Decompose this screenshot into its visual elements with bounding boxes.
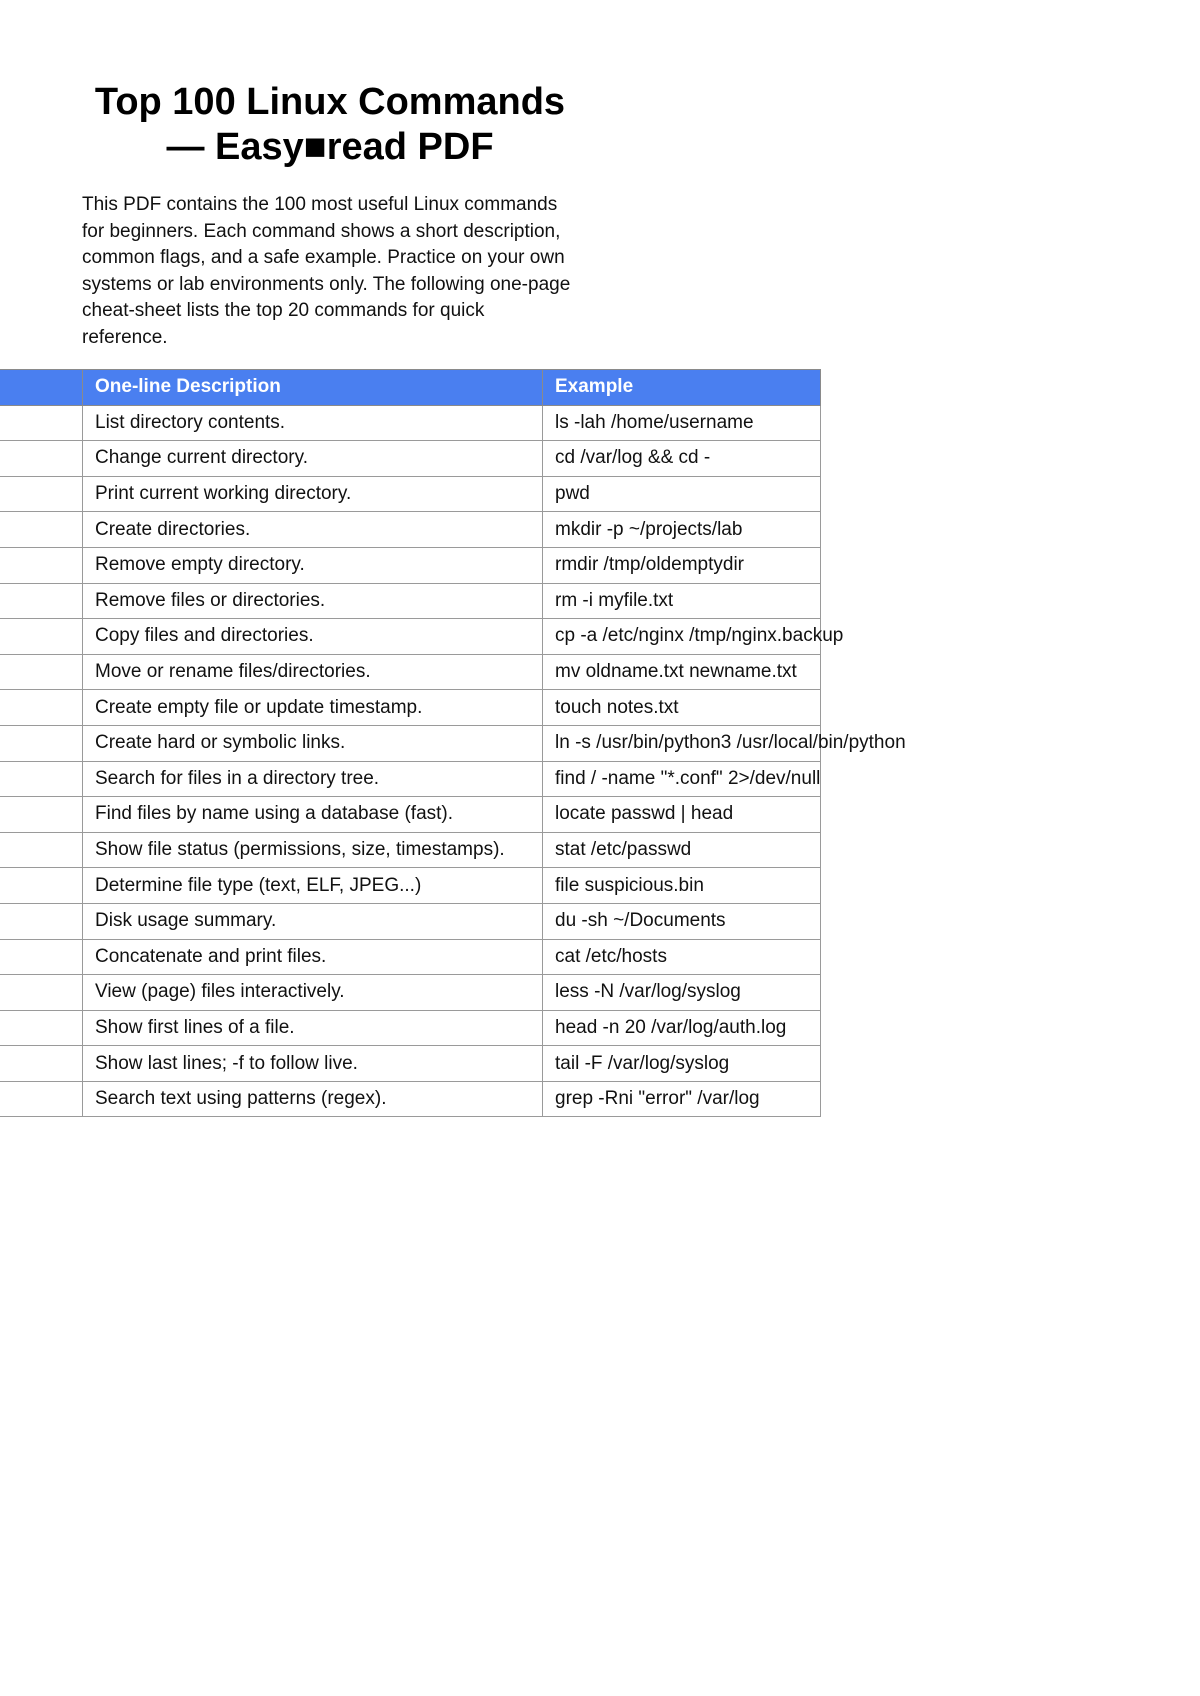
example-cell: find / -name "*.conf" 2>/dev/null	[543, 761, 821, 797]
table-row	[0, 1046, 821, 1082]
example-cell: pwd	[543, 476, 821, 512]
command-cell	[0, 725, 83, 761]
example-cell: less -N /var/log/syslog	[543, 975, 821, 1011]
example-cell: rmdir /tmp/oldemptydir	[543, 547, 821, 583]
description-cell: Show file status (permissions, size, timestamps).	[83, 832, 543, 868]
description-cell: Determine file type (text, ELF, JPEG...)	[83, 868, 543, 904]
command-cell	[0, 1081, 83, 1117]
description-cell: Create hard or symbolic links.	[83, 725, 543, 761]
command-cell	[0, 476, 83, 512]
command-cell	[0, 405, 83, 441]
column-header-example: Example	[543, 370, 821, 406]
table-row	[0, 512, 821, 548]
command-cell	[0, 975, 83, 1011]
example-cell: rm -i myfile.txt	[543, 583, 821, 619]
table-header-row	[0, 370, 821, 406]
command-cell	[0, 441, 83, 477]
description-cell: Move or rename files/directories.	[83, 654, 543, 690]
table-row	[0, 619, 821, 655]
table-row	[0, 476, 821, 512]
table-row	[0, 868, 821, 904]
description-cell: Show last lines; -f to follow live.	[83, 1046, 543, 1082]
example-cell: grep -Rni "error" /var/log	[543, 1081, 821, 1117]
command-cell	[0, 903, 83, 939]
command-cell	[0, 832, 83, 868]
example-cell: cp -a /etc/nginx /tmp/nginx.backup	[543, 619, 821, 655]
example-cell: file suspicious.bin	[543, 868, 821, 904]
example-cell: ln -s /usr/bin/python3 /usr/local/bin/python	[543, 725, 821, 761]
command-cell	[0, 1010, 83, 1046]
title-line-2: — Easy■read PDF	[166, 126, 494, 168]
command-cell	[0, 761, 83, 797]
description-cell: List directory contents.	[83, 405, 543, 441]
command-cell	[0, 583, 83, 619]
example-cell: locate passwd | head	[543, 797, 821, 833]
description-cell: Create empty file or update timestamp.	[83, 690, 543, 726]
table-row	[0, 441, 821, 477]
table-row	[0, 903, 821, 939]
example-cell: head -n 20 /var/log/auth.log	[543, 1010, 821, 1046]
example-cell: du -sh ~/Documents	[543, 903, 821, 939]
table-row	[0, 939, 821, 975]
description-cell: Concatenate and print files.	[83, 939, 543, 975]
example-cell: ls -lah /home/username	[543, 405, 821, 441]
table-row	[0, 1081, 821, 1117]
command-cell	[0, 619, 83, 655]
description-cell: Print current working directory.	[83, 476, 543, 512]
table-row	[0, 405, 821, 441]
table-row	[0, 583, 821, 619]
description-cell: Change current directory.	[83, 441, 543, 477]
command-cell	[0, 690, 83, 726]
description-cell: Disk usage summary.	[83, 903, 543, 939]
command-cell	[0, 547, 83, 583]
table-row	[0, 832, 821, 868]
example-cell: mkdir -p ~/projects/lab	[543, 512, 821, 548]
example-cell: stat /etc/passwd	[543, 832, 821, 868]
example-cell: tail -F /var/log/syslog	[543, 1046, 821, 1082]
intro-paragraph: This PDF contains the 100 most useful Linux commands for beginners. Each command shows a short description, common flags, and a safe example. Practice on your own systems or lab environments only. The following one-page cheat-sheet lists the top 20 commands for quick reference.	[82, 194, 571, 348]
description-cell: Find files by name using a database (fast).	[83, 797, 543, 833]
command-cell	[0, 654, 83, 690]
example-cell: cat /etc/hosts	[543, 939, 821, 975]
table-container	[0, 369, 1200, 1139]
description-cell: View (page) files interactively.	[83, 975, 543, 1011]
title-line-1: Top 100 Linux Commands	[94, 81, 566, 123]
description-cell: Create directories.	[83, 512, 543, 548]
table-row	[0, 725, 821, 761]
example-cell: touch notes.txt	[543, 690, 821, 726]
table-row	[0, 797, 821, 833]
table-row	[0, 547, 821, 583]
column-header-description: One-line Description	[83, 370, 543, 406]
description-cell: Remove files or directories.	[83, 583, 543, 619]
commands-table	[0, 369, 906, 1117]
command-cell	[0, 868, 83, 904]
table-body	[0, 405, 906, 1117]
command-cell	[0, 797, 83, 833]
description-cell: Remove empty directory.	[83, 547, 543, 583]
description-cell: Copy files and directories.	[83, 619, 543, 655]
command-cell	[0, 512, 83, 548]
column-header-command	[0, 370, 83, 406]
table-row	[0, 761, 821, 797]
document-title	[82, 80, 578, 170]
description-cell: Search for files in a directory tree.	[83, 761, 543, 797]
table-row	[0, 654, 821, 690]
description-cell: Search text using patterns (regex).	[83, 1081, 543, 1117]
table-row	[0, 975, 821, 1011]
command-cell	[0, 1046, 83, 1082]
command-cell	[0, 939, 83, 975]
description-cell: Show first lines of a file.	[83, 1010, 543, 1046]
table-row	[0, 1010, 821, 1046]
table-row	[0, 690, 821, 726]
example-cell: cd /var/log && cd -	[543, 441, 821, 477]
example-cell: mv oldname.txt newname.txt	[543, 654, 821, 690]
